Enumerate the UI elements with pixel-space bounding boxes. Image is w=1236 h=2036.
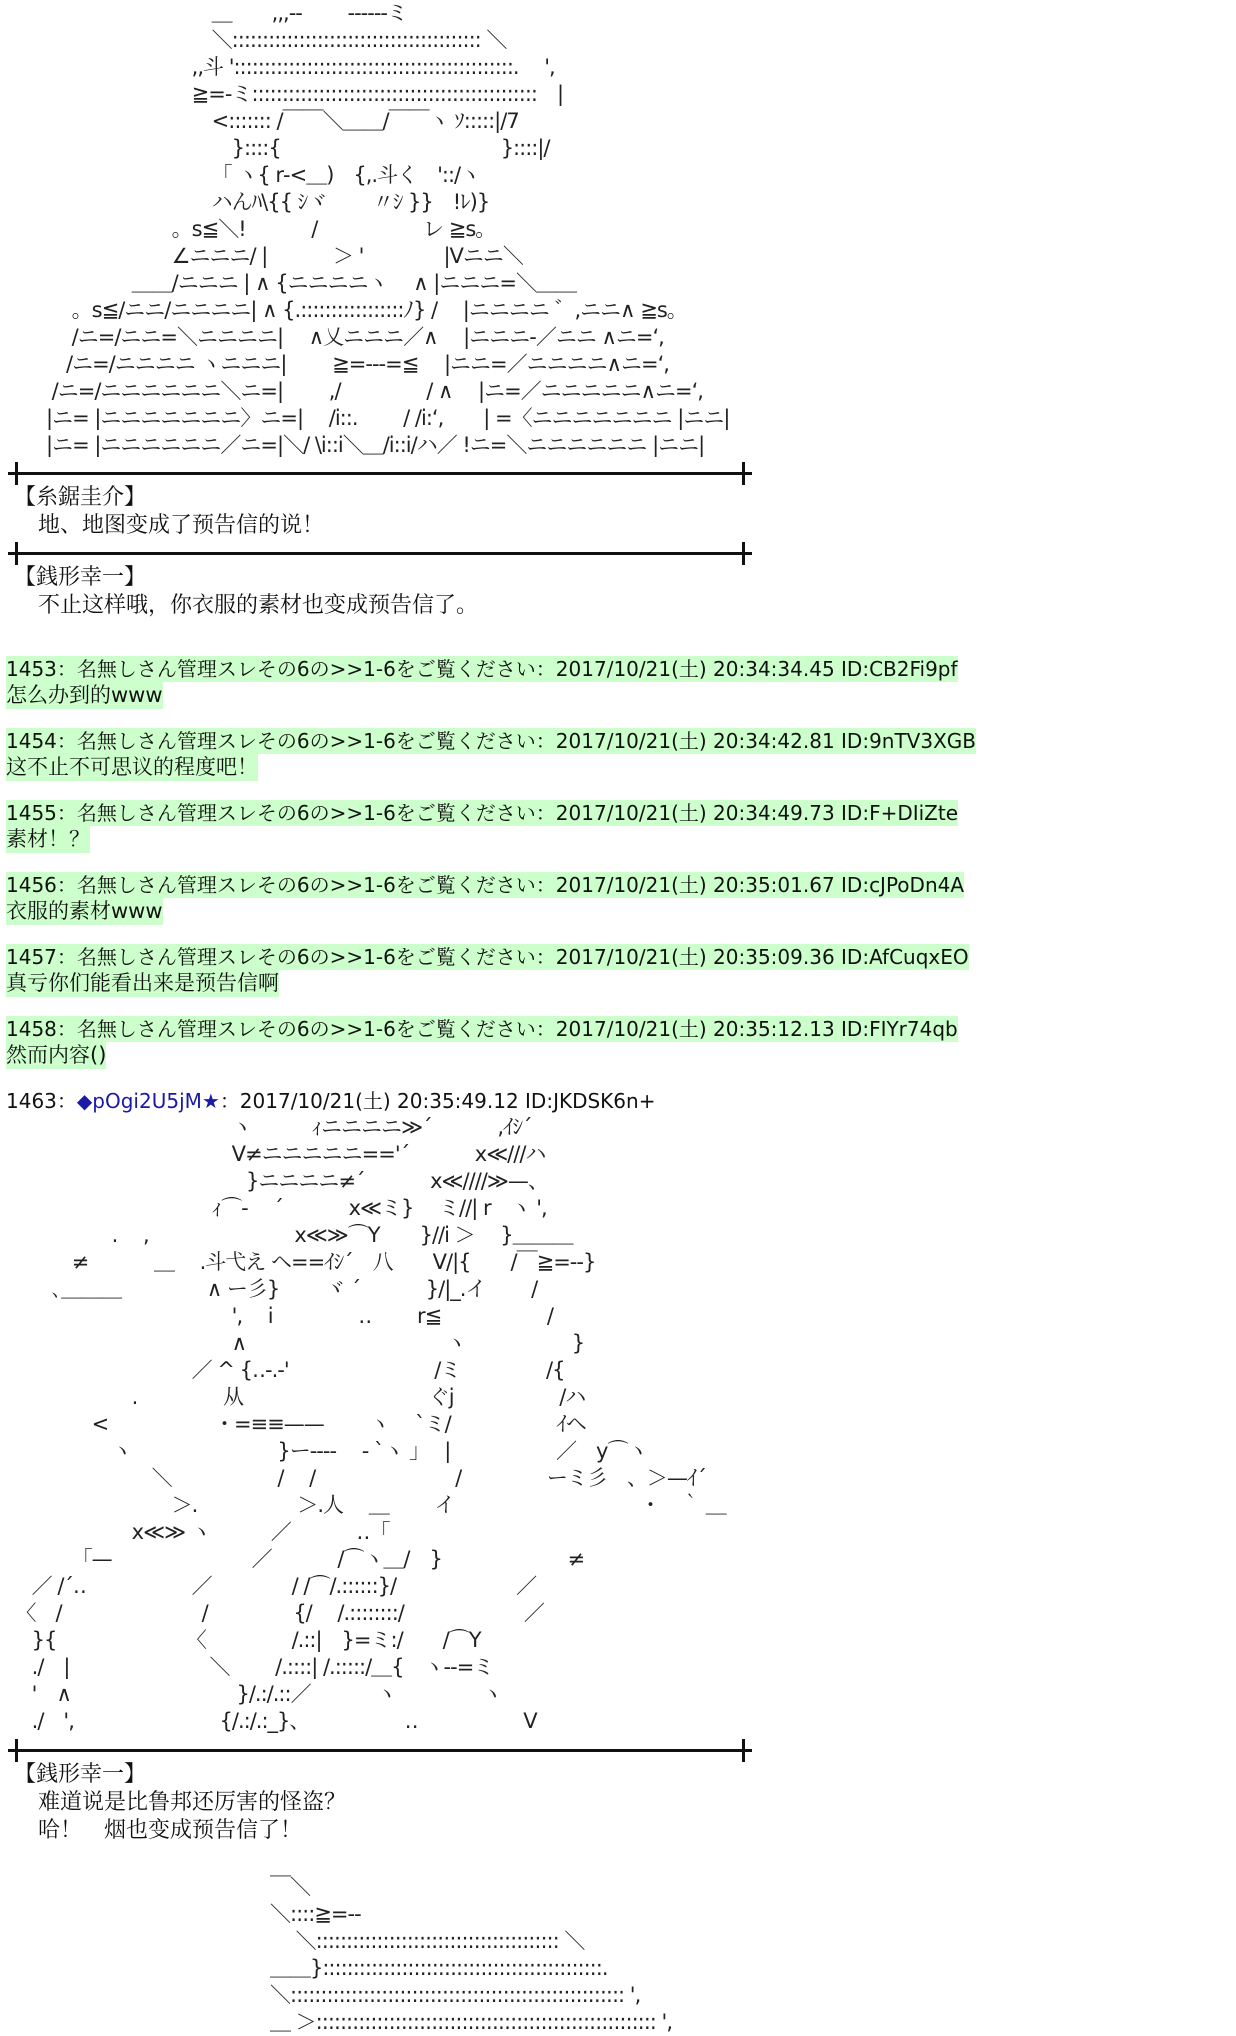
- author-trip[interactable]: ◆pOgi2U5jM★: [76, 1089, 220, 1113]
- post-body: 真亏你们能看出来是预告信啊: [6, 971, 279, 995]
- post-body: 然而内容(): [6, 1043, 107, 1067]
- speech-line: 不止这样哦，你衣服的素材也变成预告信了。: [38, 593, 479, 618]
- ascii-art-thief: ヽ ｨニニニニ≫´ ,ｲｼ´ V≠ニニニニニ=='´ x≪///ハ }ニニニニ≠´ x≪////≫—、 ｨ⌒‐ ´ x≪ミ} ミ//| r ヽ ', . , x≪≫⌒Y }//i ＞ }＿＿＿ ≠ ＿ .斗弋え ヘ==ｲｼ´ 八 V/|{ /￣≧=--} ､＿＿＿ ∧ ー彡} ヾ ´ }/|_.イ / ', i ‥ r≦ / ∧ ヽ } ／ ^ {‥-.‐' /ミ /{ . 从 ぐj /ハ < ・=≡≡—— ヽ `ミ/ ｲヘ ヽ }ー---- - `ヽ 」 | ／ y⌒ヽ ＼ / / / ーミ彡 、＞—ｲ´ ＞. ＞.人 ＿ イ ・ ｀ ＿ x≪≫ ヽ ／ ‥「 「— ／ /⌒ヽ＿/ } ≠ ／ /´‥ ／ / /⌒/.::::::}/ ／ 〈 / / {/ /.::::::::/ ／ }{ 〈 /.::| }=ミ:/ /⌒Y ./ | ＼ /.::::| /.:::::/＿{ ヽ-‐=ミ ' ∧ }/.:/.::／ ヽ ヽ ./ ', {/.:/.:_}、 ‥ V: [25, 1115, 726, 1733]
- post-header: 1454：名無しさん管理スレその6の>>1-6をご覧ください：2017/10/21(土) 20:34:42.81 ID:9nTV3XGB: [6, 729, 977, 753]
- post-body: 衣服的素材www: [6, 899, 163, 923]
- post-body: 这不止不可思议的程度吧！: [6, 755, 258, 779]
- post-body: 怎么办到的www: [6, 683, 163, 707]
- post-header: 1455：名無しさん管理スレその6の>>1-6をご覧ください：2017/10/21(土) 20:34:49.73 ID:F+DIiZte: [6, 801, 959, 825]
- post-meta: ：2017/10/21(土) 20:35:49.12 ID:JKDSK6n+: [219, 1089, 656, 1113]
- post-header: 1458：名無しさん管理スレその6の>>1-6をご覧ください：2017/10/21(土) 20:35:12.13 ID:FIYr74qb: [6, 1017, 958, 1041]
- speaker-label: 【銭形幸一】: [14, 1762, 147, 1787]
- speech-line: 哈！ 烟也变成预告信了！: [38, 1818, 303, 1843]
- post-header: 1456：名無しさん管理スレその6の>>1-6をご覧ください：2017/10/21(土) 20:35:01.67 ID:cJPoDn4A: [6, 873, 965, 897]
- dialogue-divider: [8, 1749, 752, 1752]
- dialogue-divider: [8, 552, 752, 555]
- post-header: 1457：名無しさん管理スレその6の>>1-6をご覧ください：2017/10/21(土) 20:35:09.36 ID:AfCuqxEO: [6, 945, 969, 969]
- post-header: 1453：名無しさん管理スレその6の>>1-6をご覧ください：2017/10/21(土) 20:34:34.45 ID:CB2Fi9pf: [6, 657, 958, 681]
- speaker-label: 【銭形幸一】: [14, 565, 147, 590]
- post-body: 素材！？: [6, 827, 90, 851]
- speaker-label: 【糸鋸圭介】: [14, 485, 147, 510]
- ascii-art-partial: ￣＼ ＼::::≧=-- ＼:::::::::::::::::::::::::::::::::::::::: ＼ ＿＿}::::::::::::::::::::::::::::::::::::::::::::::. ＼::::::::::::::::::::::::::::::::::::::::::::::::::::::: ', ＿ ＞:::::::::::::::::::::::::::::::::::::::::::::::::::::::: ',: [270, 1875, 673, 2034]
- author-post-header: [6, 1088, 655, 1114]
- dialogue-divider: [8, 472, 752, 475]
- post-separator: ：: [56, 1089, 77, 1113]
- speech-line: 地、地图变成了预告信的说！: [38, 513, 325, 538]
- speech-line: 难道说是比鲁邦还厉害的怪盗？: [38, 1790, 347, 1815]
- ascii-art-detective: ＿ ,,,-‐ ------ミ ＼::::::::::::::::::::::::::::::::::::::::: ＼ ,,斗 '::::::::::::::::::::::::::::::::::::::::::::::. ', ≧=-ミ::::::::::::::::::::::::::::::::::::::::::::::: | <::::::: /￣￣＼＿＿/￣￣ヽ ｿ:::::|/7 }::::{ }::::|/ 「 ヽ{ r‐<＿) {,.斗く '::/ヽ ハんﾊ\{{ ｼヾ 〃ｼ }} !ﾚ)} 。s≦＼! / レ ≧s。 ∠ニニニ/ | ＞ ' |Vニニ＼ ＿＿/ニニニ | ∧ {ニニニニヽ ∧ |ニニニ=＼＿＿ 。s≦/ニニ/ニニニニ| ∧ {.:::::::::::::::::ﾉ} / |ニニニニ ゛,ニニ∧ ≧s。 /ニ=/ニニ=＼ニニニニ| ∧乂ニニニ／∧ |ニニニ-／ニニ ∧ニ=‘, /ニ=/ニニニニ ヽニニニ| ≧=---=≦ |ニニ=／ニニニニ∧ニ=‘, /ニ=/ニニニニニニ＼ニ=| ,/ / ∧ |ニ=／ニニニニニ∧ニ=‘, |ニ= |ニニニニニニニ〉ニ=| /i::. / /i:‘, | =〈ニニニニニニニ |ニニ| |ニ= |ニニニニニニ／ニ=|＼/ \i::i＼＿/i::i/ハ／ !ニ=＼ニニニニニニ |ニニ|: [45, 1, 730, 457]
- post-number: 1463: [6, 1089, 57, 1113]
